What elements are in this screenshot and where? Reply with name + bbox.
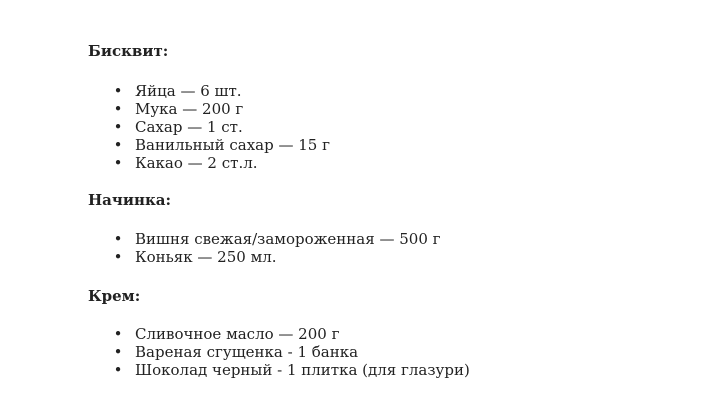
ingredient-text: Коньяк — 250 мл. [135, 248, 277, 266]
list-item [88, 361, 688, 379]
ingredient-text: Сахар — 1 ст. [135, 118, 243, 136]
list-item [88, 343, 688, 361]
bullet-icon: • [113, 325, 123, 343]
ingredient-text: Какао — 2 ст.л. [135, 154, 258, 172]
ingredient-text: Яйца — 6 шт. [135, 82, 242, 100]
bullet-icon: • [113, 343, 123, 361]
ingredient-text: Вареная сгущенка - 1 банка [135, 343, 359, 361]
ingredient-text: Ванильный сахар — 15 г [135, 136, 330, 154]
ingredient-list-krem [88, 325, 688, 379]
list-item [88, 154, 688, 172]
list-item [88, 230, 688, 248]
bullet-icon: • [113, 154, 123, 172]
ingredient-text: Мука — 200 г [135, 100, 244, 118]
section-heading-nachinka: Начинка: [88, 191, 172, 209]
bullet-icon: • [113, 361, 123, 379]
ingredient-text: Вишня свежая/замороженная — 500 г [135, 230, 441, 248]
ingredient-list-nachinka [88, 230, 688, 266]
list-item [88, 100, 688, 118]
bullet-icon: • [113, 230, 123, 248]
bullet-icon: • [113, 248, 123, 266]
recipe-ingredients [88, 41, 688, 379]
list-item [88, 248, 688, 266]
ingredient-text: Сливочное масло — 200 г [135, 325, 340, 343]
bullet-icon: • [113, 118, 123, 136]
bullet-icon: • [113, 136, 123, 154]
section-heading-biskvit: Бисквит: [88, 42, 169, 60]
list-item [88, 325, 688, 343]
ingredient-text: Шоколад черный - 1 плитка (для глазури) [135, 361, 470, 379]
ingredient-list-biskvit [88, 82, 688, 172]
list-item [88, 118, 688, 136]
bullet-icon: • [113, 82, 123, 100]
list-item [88, 82, 688, 100]
section-heading-krem: Крем: [88, 287, 141, 305]
list-item [88, 136, 688, 154]
bullet-icon: • [113, 100, 123, 118]
